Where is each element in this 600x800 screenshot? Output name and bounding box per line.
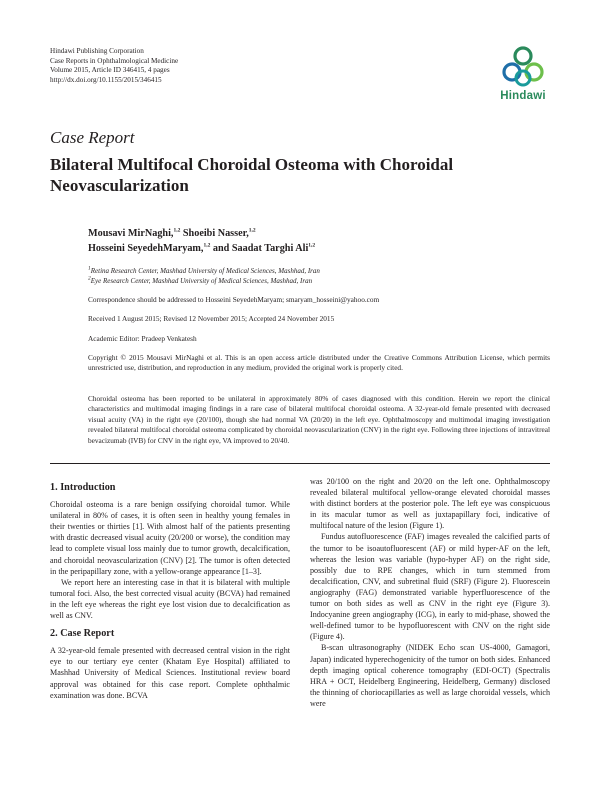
journal-name: Case Reports in Ophthalmological Medicine <box>50 56 179 65</box>
author-affiliation-mark: 1,2 <box>308 242 316 249</box>
hindawi-logo-text: Hindawi <box>500 90 546 102</box>
affiliation-2 <box>88 276 320 286</box>
paragraph: A 32-year-old female presented with decreased central vision in the right eye to our tertiary eye center (Khatam Eye Hospital) affiliated to Mashhad University of Medical Sciences. Institutional review board approval was obtained for this case report. Complete ophthalmic examination was done. BCVA <box>50 646 290 700</box>
author-affiliation-mark: 1,2 <box>248 227 256 234</box>
affiliation-text: Eye Research Center, Mashhad University of Medical Sciences, Mashhad, Iran <box>90 277 313 285</box>
affiliation-mark: 1 <box>88 265 91 272</box>
right-column <box>310 476 550 709</box>
affiliations <box>88 266 320 286</box>
section-heading-case-report: 2. Case Report <box>50 628 115 640</box>
author-affiliation-mark: 1,2 <box>173 227 181 234</box>
author-line-2 <box>88 241 315 256</box>
correspondence: Correspondence should be addressed to Hosseini SeyedehMaryam; smaryam_hosseini@yahoo.com <box>88 295 380 304</box>
author-list <box>88 226 315 256</box>
paragraph: Fundus autofluorescence (FAF) images revealed the calcified parts of the tumor to be isoautofluorescent (AF) or mild hyper-AF on the left, whereas the lesion was variable (hypo-hyper AF) on the right side, possibly due to RPE changes, which in turn stemmed from decalcification, CNV, and subretinal fluid (SRF) (Figure 2). Fluorescein angiography (FAG) demonstrated variable hyperfluorescence of the tumor on both sides as well as CNV in the right eye (Figure 3). Indocyanine green angiography (ICG), in early to mid-phase, showed the well-defined tumor to be hypofluorescent with CNV on the right side (Figure 4). <box>310 532 550 642</box>
paragraph: B-scan ultrasonography (NIDEK Echo scan US-4000, Gamagori, Japan) indicated hyperechogenicity of the tumor on both sides. Enhanced depth imaging optical coherence tomography (EDI-OCT) (Spectralis HRA + OCT, Heidelberg Engineering, Heidelberg, Germany) disclosed the thinning of choriocapillaries as well as large choroidal vessels, which were <box>310 643 550 708</box>
article-type: Case Report <box>50 128 135 147</box>
journal-header <box>50 47 178 85</box>
author-line-1 <box>88 226 315 241</box>
author-name[interactable]: Hosseini SeyedehMaryam, <box>88 243 204 254</box>
volume-info: Volume 2015, Article ID 346415, 4 pages <box>50 66 170 75</box>
dates-received: Received 1 August 2015; Revised 12 November 2015; Accepted 24 November 2015 <box>88 314 335 323</box>
abstract: Choroidal osteoma has been reported to be unilateral in approximately 80% of cases diagnosed with this condition. Herein we report the clinical characteristics and multimodal imaging findings in a rare case of bilateral multifocal choroidal osteoma. A 32-year-old female presented with decreased visual acuity (VA) in the right eye (20/100), though she had normal VA (20/20) in the left eye. Ophthalmoscopy and multimodal imaging investigation revealed bilateral multifocal choroidal osteoma complicated by choroidal neovascularization (CNV) in the right eye. Following three injections of intravitreal bevacizumab (IVB) for CNV in the right eye, VA improved to 20/40. <box>88 394 550 445</box>
section-divider <box>50 463 550 464</box>
publisher-name: Hindawi Publishing Corporation <box>50 47 144 55</box>
author-name[interactable]: Mousavi MirNaghi, <box>88 228 174 239</box>
left-column <box>50 476 290 701</box>
hindawi-logo-icon <box>501 45 545 89</box>
academic-editor: Academic Editor: Pradeep Venkatesh <box>88 334 197 343</box>
hindawi-logo <box>495 45 551 107</box>
affiliation-text: Retina Research Center, Mashhad University of Medical Sciences, Mashhad, Iran <box>90 267 320 275</box>
copyright-notice: Copyright © 2015 Mousavi MirNaghi et al. This is an open access article distributed under the Creative Commons Attribution License, which permits unrestricted use, distribution, and reproduction in any medium, provided the original work is properly cited. <box>88 353 550 373</box>
author-name[interactable]: Shoeibi Nasser, <box>180 228 249 239</box>
affiliation-1 <box>88 266 320 276</box>
doi-link[interactable]: http://dx.doi.org/10.1155/2015/346415 <box>50 75 162 84</box>
author-affiliation-mark: 1,2 <box>203 242 211 249</box>
section-heading-introduction: 1. Introduction <box>50 482 116 493</box>
affiliation-mark: 2 <box>88 275 91 282</box>
article-title: Bilateral Multifocal Choroidal Osteoma with Choroidal Neovascularization <box>50 155 454 195</box>
paragraph: Choroidal osteoma is a rare benign ossifying choroidal tumor. While unilateral in 80% of cases, it is often seen in healthy young females in their twenties or thirties [1]. With almost half of the patients presenting with drastic decreased visual acuity (20/200 or worse), the condition may lead to complete visual loss mainly due to tumor growth, decalcification, and choroidal neovascularization (CNV) [2]. The tumor is often detected in the peripapillary zone, with a yellow-orange appearance [1–3]. <box>50 500 290 576</box>
paragraph: was 20/100 on the right and 20/20 on the left one. Ophthalmoscopy revealed bilateral multifocal yellow-orange elevated choroidal masses with distinct borders at the posterior pole. The left eye was conspicuous in its macular tumor as well as juxtapapillary foci, indicative of multifocal nature of the lesion (Figure 1). <box>310 477 550 531</box>
paragraph: We report here an interesting case in that it is bilateral with multiple tumoral foci. Also, the best corrected visual acuity (BCVA) had remained in the left eye whereas the right eye lost vision due to decalcification as well as CNV. <box>50 577 290 621</box>
author-name[interactable]: and Saadat Targhi Ali <box>210 243 309 254</box>
